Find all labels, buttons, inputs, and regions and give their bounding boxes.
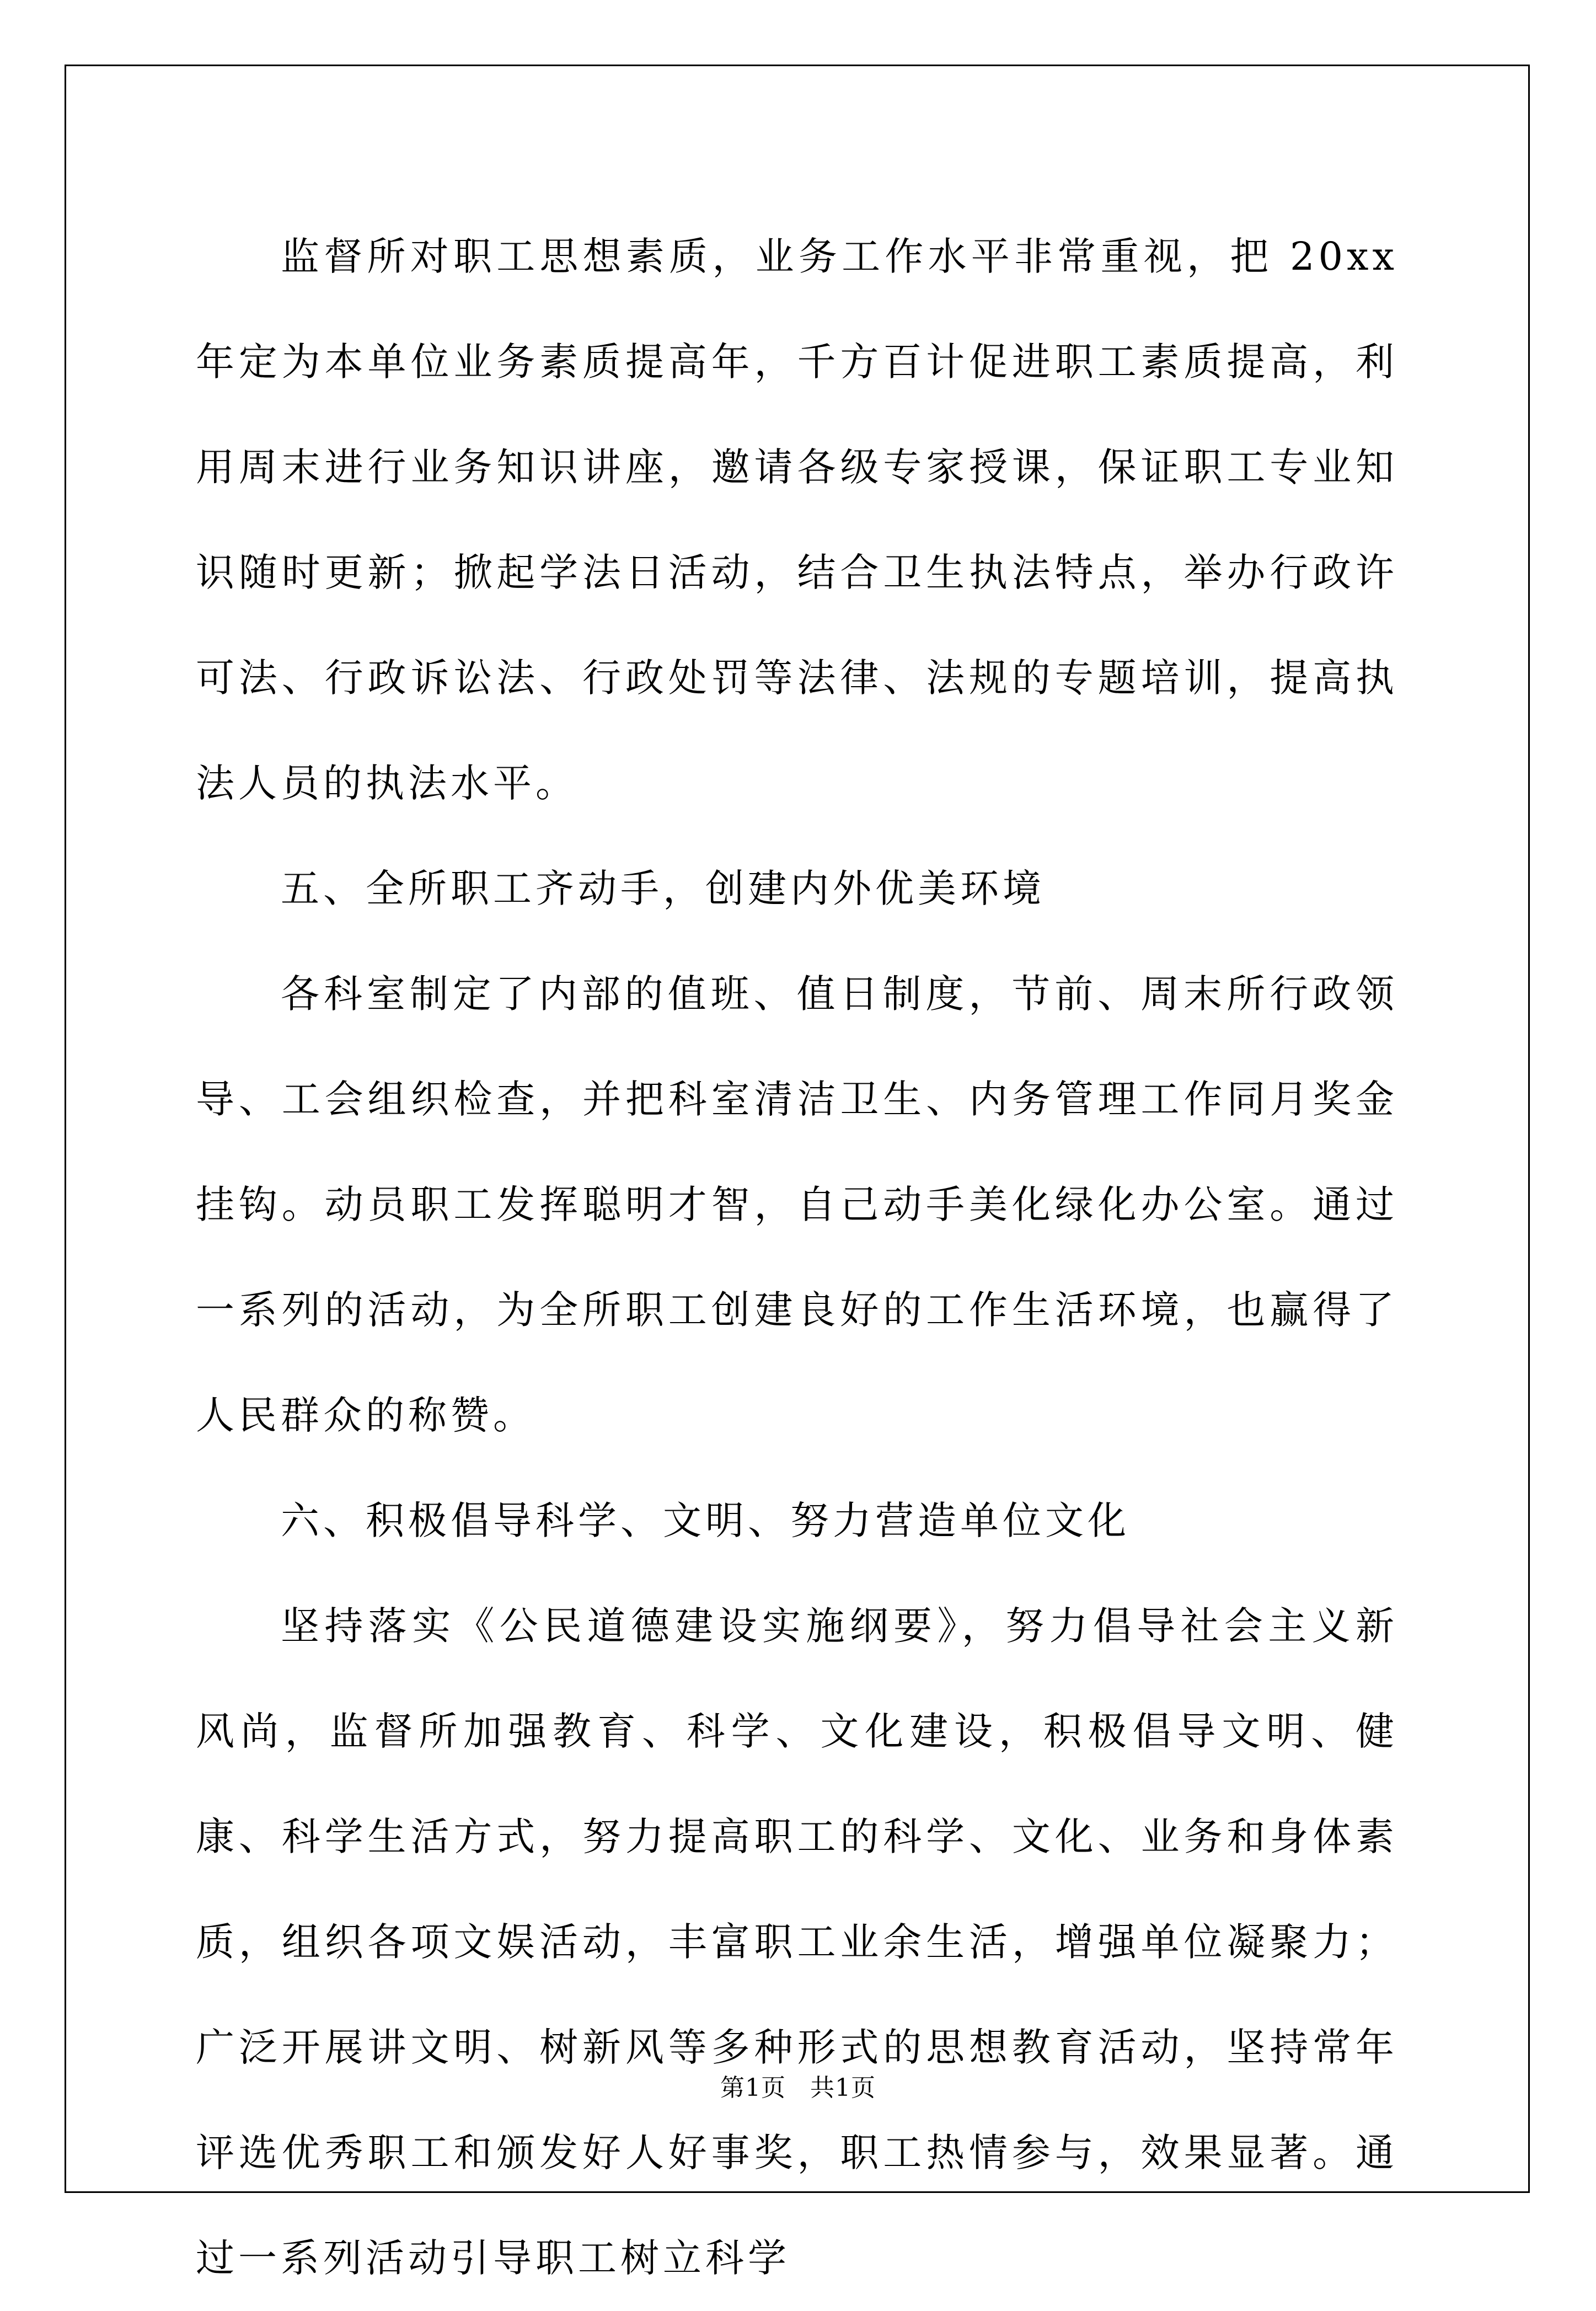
- paragraph-environment: 各科室制定了内部的值班、值日制度，节前、周末所行政领导、工会组织检查，并把科室清洁卫生、内务管理工作同月奖金挂钩。动员职工发挥聪明才智，自己动手美化绿化办公室。通过一系列的活动，为全所职工创建良好的工作生活环境，也赢得了人民群众的称赞。: [196, 971, 1398, 1438]
- paragraph-culture: 坚持落实《公民道德建设实施纲要》，努力倡导社会主义新风尚，监督所加强教育、科学、文化建设，积极倡导文明、健康、科学生活方式，努力提高职工的科学、文化、业务和身体素质，组织各项文娱活动，丰富职工业余生活，增强单位凝聚力；广泛开展讲文明、树新风等多种形式的思想教育活动，坚持常年评选优秀职工和颁发好人好事奖，职工热情参与，效果显著。通过一系列活动引导职工树立科学: [196, 1603, 1398, 2281]
- page-footer: [0, 2072, 1596, 2105]
- section-heading-environment: 五、全所职工齐动手，创建内外优美环境: [281, 866, 1045, 911]
- section-heading-culture: 六、积极倡导科学、文明、努力营造单位文化: [281, 1498, 1130, 1543]
- page-total: 共1页: [810, 2074, 876, 2102]
- page-number: 第1页: [720, 2074, 786, 2102]
- document-body: [196, 204, 1398, 2311]
- paragraph-training: 监督所对职工思想素质，业务工作水平非常重视，把 20xx 年定为本单位业务素质提高年，千方百计促进职工素质提高，利用周末进行业务知识讲座，邀请各级专家授课，保证职工专业知识随时更新；掀起学法日活动，结合卫生执法特点，举办行政许可法、行政诉讼法、行政处罚等法律、法规的专题培训，提高执法人员的执法水平。: [196, 234, 1398, 806]
